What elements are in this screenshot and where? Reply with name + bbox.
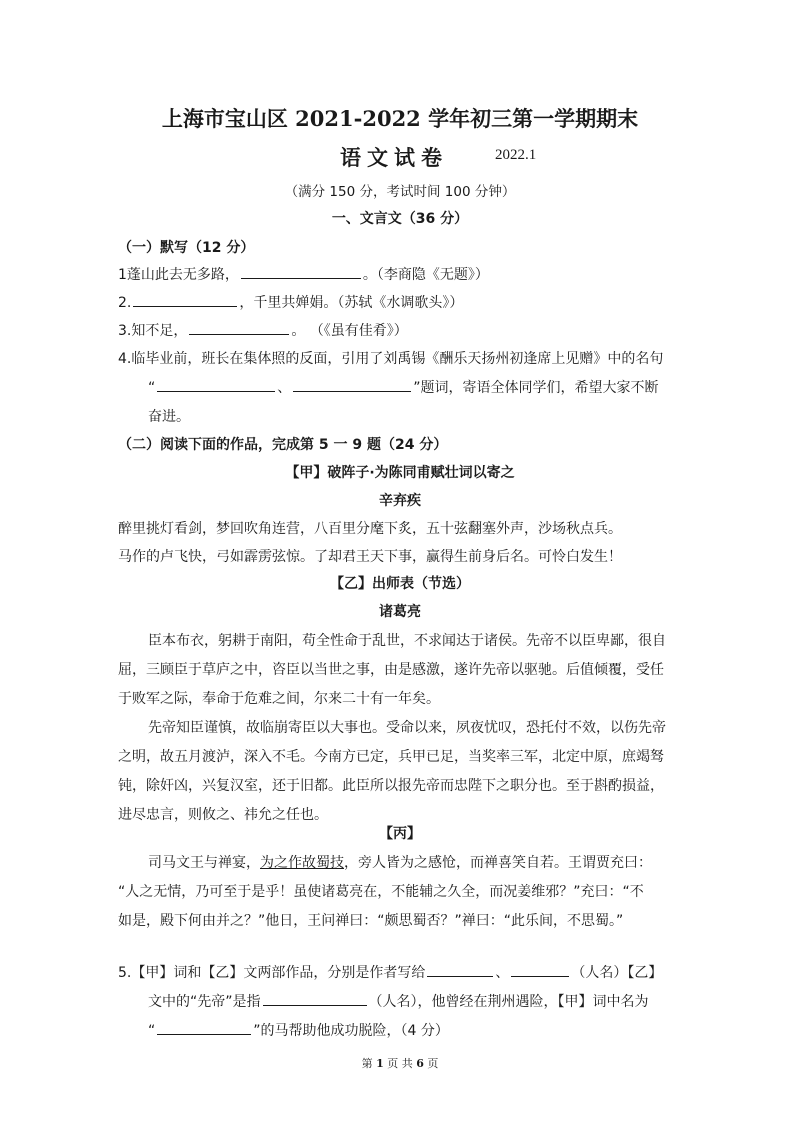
question-5-line2 [148,991,649,1011]
footer-text: 第 [361,1057,373,1070]
question-2-text: ，千里共婵娟。（苏轼《水调歌头》） [239,295,464,311]
section2-heading: （二）阅读下面的作品，完成第 5 一 9 题（24 分） [118,437,448,453]
question-5-text: 文中的“先帝”是指 [148,994,261,1010]
page-total: 6 [416,1057,424,1070]
question-1-source: 。（李商隐《无题》） [362,267,489,283]
page-footer [0,1055,800,1071]
answer-blank[interactable] [263,991,367,1006]
separator: 、 [495,965,510,981]
yi-p2-line-4: 进尽忠言，则攸之、祎允之任也。 [118,807,328,823]
jia-line-1: 醉里挑灯看剑，梦回吹角连营，八百里分麾下炙，五十弦翻塞外声，沙场秋点兵。 [118,521,622,537]
question-3-source: 。 （《虽有佳肴》） [291,323,408,339]
footer-text: 页 共 [387,1057,413,1070]
question-5-text: ”的马帮助他成功脱险，（4 分） [253,1023,449,1039]
answer-blank[interactable] [427,962,493,977]
yi-p1-line-3: 于败军之际，奉命于危难之间，尔来二十有一年矣。 [118,691,440,707]
question-1-text: 1蓬山此去无多路， [118,267,239,283]
question-5-text: （人名），他曾经在荆州遇险，【甲】词中名为 [368,994,649,1010]
exam-note: （满分 150 分，考试时间 100 分钟） [284,184,516,200]
yi-p2-line-1: 先帝知臣谨慎，故临崩寄臣以大事也。受命以来，夙夜忧叹，恐托付不效，以伤先帝 [148,720,666,736]
bing-line-2: “人之无情，乃可至于是乎！虽使诸葛亮在，不能辅之久全，而况姜维邪？”充曰：“不 [118,884,644,900]
answer-blank[interactable] [157,377,275,392]
bing-text: ，旁人皆为之感怆，而禅喜笑自若。王谓贾充曰： [344,855,652,871]
exam-date: 2022.1 [495,147,537,163]
jia-author: 辛弃疾 [379,493,421,509]
jia-title: 【甲】破阵子·为陈同甫赋壮词以寄之 [285,465,515,481]
question-5-line1 [118,962,662,982]
answer-blank[interactable] [189,320,289,335]
question-3-text: 3.知不足， [118,323,188,339]
question-5-text: 5.【甲】词和【乙】文两部作品，分别是作者写给 [118,965,426,981]
jia-line-2: 马作的卢飞快，弓如霹雳弦惊。了却君王天下事，赢得生前身后名。可怜白发生！ [118,549,622,565]
question-2-number: 2. [118,295,132,311]
answer-blank[interactable] [241,264,361,279]
yi-p1-line-2: 屈，三顾臣于草庐之中，咨臣以当世之事，由是感激，遂许先帝以驱驰。后值倾覆，受任 [118,662,664,678]
question-5-line3 [148,1020,449,1040]
bing-title: 【丙】 [379,826,421,842]
open-quote: “ [148,380,156,396]
part1-heading: 一、文言文（36 分） [331,211,469,227]
yi-title: 【乙】出师表（节选） [330,576,470,592]
question-4-text: ”题词，寄语全体同学们，希望大家不断 [413,380,659,396]
question-1 [118,264,489,284]
answer-blank[interactable] [293,377,411,392]
question-4-line3: 奋进。 [148,409,190,425]
separator: 、 [277,380,292,396]
question-2 [118,292,463,312]
question-5-text: （人名）【乙】 [571,965,663,981]
answer-blank[interactable] [133,292,237,307]
yi-p2-line-3: 钝，除奸凶，兴复汉室，还于旧都。此臣所以报先帝而忠陛下之职分也。至于斟酌损益， [118,778,664,794]
question-4-line2 [148,377,659,397]
answer-blank[interactable] [157,1020,251,1035]
yi-author: 诸葛亮 [379,604,421,620]
bing-line-3: 如是，殿下何由并之？”他日，王问禅曰：“颇思蜀否？”禅曰：“此乐间，不思蜀。” [118,913,624,929]
question-4-line1: 4.临毕业前，班长在集体照的反面，引用了刘禹锡《酬乐天扬州初逢席上见赠》中的名句 [118,351,664,367]
exam-title: 上海市宝山区 2021-2022 学年初三第一学期期末 [161,106,639,131]
exam-subtitle: 语文试卷 [340,145,448,170]
yi-p2-line-2: 之明，故五月渡泸，深入不毛。今南方已定，兵甲已足，当奖率三军，北定中原，庶竭驽 [118,749,664,765]
question-3 [118,320,408,340]
page-number: 1 [376,1057,384,1070]
yi-p1-line-1: 臣本布衣，躬耕于南阳，苟全性命于乱世，不求闻达于诸侯。先帝不以臣卑鄙，很自 [148,633,666,649]
bing-underlined-phrase: 为之作故蜀技 [260,855,344,871]
footer-text: 页 [427,1057,439,1070]
bing-text: 司马文王与禅宴， [148,855,260,871]
open-quote: “ [148,1023,156,1039]
answer-blank[interactable] [511,962,569,977]
section1-heading: （一）默写（12 分） [118,240,255,256]
bing-line-1 [148,852,652,872]
